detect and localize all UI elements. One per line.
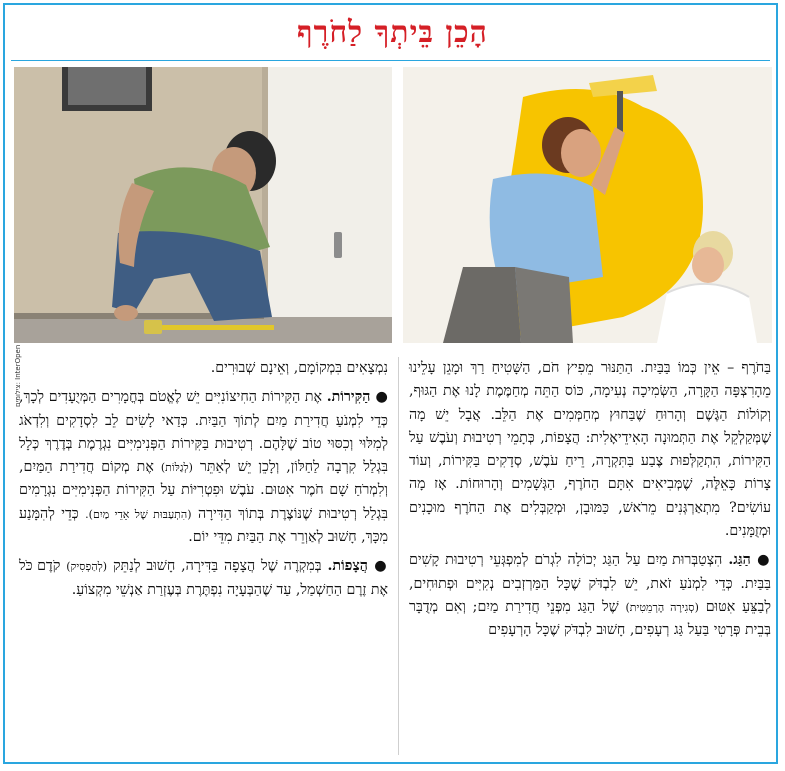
bullet-icon: ● — [370, 389, 389, 406]
floods-paragraph — [19, 555, 388, 602]
bullet-icon: ● — [750, 552, 772, 569]
painting-illustration — [403, 67, 772, 343]
walls-paragraph — [19, 386, 388, 549]
floods-heading: הֲצָפוֹת. — [327, 558, 368, 575]
continuation-text: נִמְצָאִים בִּמְקוֹמָם, וְאֵינָם שְׁבוּרִים. — [210, 360, 388, 376]
roof-text-1: הִצְטַבְּרוּת מַיִם עַל הַגַּג יְכוֹלָה לִגְרֹם לְמִפְגְּעֵי רְטִיבוּת קָשִׁים בַּבַּיִת. כְּדֵי לִמְנֹעַ זֹאת, יֵשׁ לִבְדֹּק שֶׁכָּל הַמַּרְזְבִים נְקִיִּים וּפְתוּחִים, לְבַצֵּעַ אִטּוּם — [409, 552, 772, 615]
walls-text-1: אֶת הַקִּירוֹת הַחִיצוֹנִיִּים יֵשׁ לֶאֱטֹם בְּחֳמָרִים הַמְּיֻעָדִים לְכָךְ, כְּדֵי לִמְנֹעַ חֲדִירַת מַיִם לְתוֹךְ הַבַּיִת. כְּדַאי לָשִׂים לֵב לִסְדָקִים וְלִדְאֹג לְמִלּוּי וְכִסּוּי טוֹב שֶׁלָּהֶם. רְטִיבוּת בַּקִּירוֹת הַפְּנִימִיִּים נִגְרֶמֶת בְּדֶרֶךְ כְּלָל בִּגְלַל קִרְבָה לַחַלּוֹן, וְלָכֵן יֵשׁ לְאַתֵּר — [19, 389, 388, 476]
continuation-paragraph — [19, 357, 388, 380]
walls-small-note-2: (הִתְעַבּוּת שֶׁל אֵדֵי מַיִם). — [85, 507, 192, 521]
measuring-illustration — [14, 67, 392, 343]
photo-credit: צילומים: InterOpen — [14, 344, 22, 407]
column-divider — [398, 357, 399, 755]
roof-small-note: (סְגִירָה הֶרְמֵטִית) — [625, 600, 699, 614]
article-title: הָכֵן בֵּיתְךָ לַחֹרֶף — [297, 15, 488, 50]
intro-text: בַּחֹרֶף – אֵין כְּמוֹ בַּבַּיִת. הַתַּנּוּר מֵפִיץ חֹם, הַשָּׁטִיחַ רַךְ וּמָגֵן עָלֵינוּ מֵהָרִצְפָּה הַקָּרָה, הַשְּׂמִיכָה נְעִימָה, כּוֹס הַתֵּה מְחַמֶּמֶת לָנוּ אֶת הַגּוּף, וְקוֹלוֹת הַגֶּשֶׁם וְהָרוּחַ שֶׁבַּחוּץ מְחַמְּמִים אֶת הַלֵּב. אֲבָל יֵשׁ מָה שֶׁמְּקַלְקֵל אֶת הַתְּמוּנָה הָאִידֵיאָלִית: הֲצָפוֹת, כְּתָמֵי רְטִיבוּת וְעֹבֶשׁ עַל הַקִּירוֹת, הִתְקַלְּפוּת צֶבַע בַּתִּקְרָה, רֵיחַ עֹבֶשׁ, סְדָקִים בַּקִּירוֹת, וְעוֹד צָרוֹת כָּאֵלֶּה, שֶׁמְּבִיאִים אִתָּם הַחֹרֶף, הַגְּשָׁמִים וְהָרוּחוֹת. אָז מָה עוֹשִׂים? מִתְאַרְגְּנִים מֵרֹאשׁ, כַּמּוּבָן, וּמְקַבְּלִים אֶת הַחֹרֶף מוּכָנִים וּמְזֻמָּנִים. — [409, 360, 771, 540]
article-column-right — [409, 357, 771, 757]
walls-heading: הַקִּירוֹת. — [326, 389, 371, 406]
floods-small-note: (לְהַפְסִיק) — [66, 560, 108, 574]
walls-text-2: אֶת מְקוֹם חֲדִירַת הַמַּיִם, וְלִמְרֹחַ שָׁם חֹמֶר אִטּוּם. עֹבֶשׁ וּפִטְרִיּוֹת עַל הַקִּירוֹת הַפְּנִימִיִּים נִגְרָמִים בִּגְלַל רְטִיבוּת שֶׁנּוֹצֶרֶת בְּתוֹךְ הַדִּירָה — [19, 459, 389, 522]
article-column-left — [19, 357, 388, 757]
title-divider — [11, 60, 770, 61]
roof-heading: הַגַּג. — [728, 552, 751, 569]
roof-paragraph — [409, 549, 771, 642]
walls-small-note-1: (לְגַלּוֹת) — [160, 461, 193, 475]
article-frame — [3, 3, 778, 764]
bullet-icon: ● — [367, 558, 389, 575]
photo-painting-wall — [403, 67, 772, 343]
floods-text-2: קֹדֶם כֹּל אֶת זֶרֶם הַחַשְׁמַל, עַד שֶׁהַבְּעָיָה נִפְתֶּרֶת בְּעֶזְרַת אַנְשֵׁי מִקְצוֹעַ. — [19, 558, 388, 598]
intro-paragraph — [409, 357, 771, 543]
floods-text-1: בְּמִקְרֶה שֶׁל הֲצָפָה בַּדִּירָה, חָשׁוּב לְנַתֵּק — [112, 558, 322, 575]
roof-text-2: שֶׁל הַגַּג מִפְּנֵי חֲדִירַת מַיִם; וְאִם מְדֻבָּר בְּבֵית פְּרָטִי בַּעַל גַּג רְעָפִים, חָשׁוּב לִבְדֹּק שֶׁכָּל הָרְעָפִים — [409, 598, 771, 639]
walls-text-3: כְּדֵי לְהִמָּנַע מִכָּךְ, חָשׁוּב לְאַוְרֵר אֶת הַבַּיִת מִדֵּי יוֹם. — [19, 505, 388, 546]
